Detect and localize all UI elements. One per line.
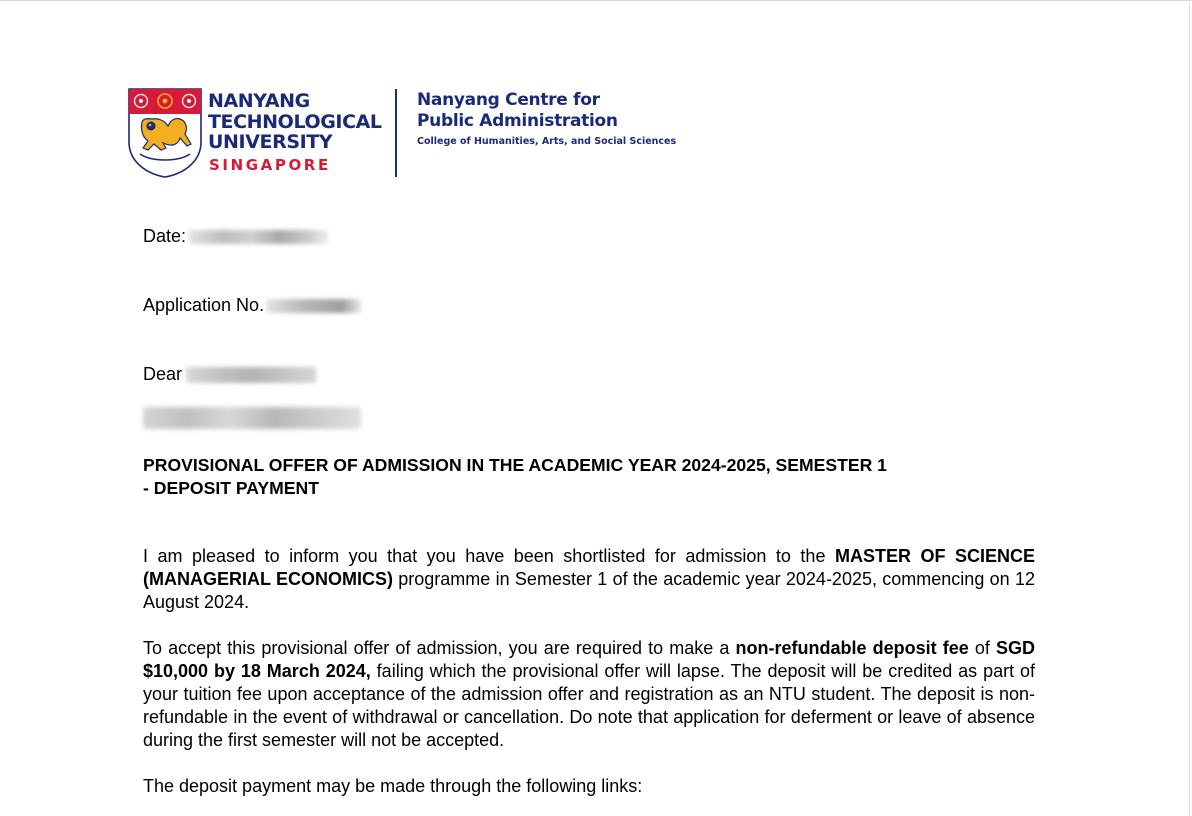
page-right-edge xyxy=(1189,0,1190,816)
ntu-name-line: NANYANG xyxy=(208,90,310,112)
ntu-wordmark xyxy=(208,91,382,153)
heading-line: PROVISIONAL OFFER OF ADMISSION IN THE ACADEMIC YEAR 2024-2025, SEMESTER 1 xyxy=(143,455,887,475)
letterhead xyxy=(128,86,728,182)
application-number-label: Application No. xyxy=(143,295,265,315)
application-number-field xyxy=(143,294,361,316)
ntu-name-line: TECHNOLOGICAL xyxy=(208,110,382,133)
redacted-recipient-line xyxy=(143,407,361,429)
date-field xyxy=(143,225,328,247)
paragraph-shortlisted xyxy=(143,545,1035,614)
paragraph-text: of xyxy=(968,638,996,658)
redacted-recipient-name xyxy=(186,367,316,383)
centre-name-line: Public Administration xyxy=(417,110,618,131)
paragraph-payment-links: The deposit payment may be made through the following links: xyxy=(143,776,643,796)
page-top-edge xyxy=(0,0,1192,1)
salutation xyxy=(143,363,316,385)
ntu-crest-icon xyxy=(128,88,202,178)
centre-name-line: Nanyang Centre for xyxy=(417,90,600,110)
date-label: Date: xyxy=(143,226,187,246)
redacted-application-number xyxy=(266,299,361,313)
salutation-label: Dear xyxy=(143,364,183,384)
letter-heading xyxy=(143,454,1023,500)
heading-line: - DEPOSIT PAYMENT xyxy=(143,478,319,498)
letterhead-divider xyxy=(395,89,397,177)
paragraph-deposit xyxy=(143,637,1035,752)
college-name: College of Humanities, Arts, and Social Sciences xyxy=(417,136,677,147)
centre-name xyxy=(417,90,618,131)
ntu-singapore-label: SINGAPORE xyxy=(209,156,331,174)
ntu-name-line: UNIVERSITY xyxy=(208,131,333,153)
paragraph-text: programme in Semester 1 of the academic year 2024-2025, commencing on 12 August 2024. xyxy=(143,569,1035,612)
paragraph-text: To accept this provisional offer of admission, you are required to make a xyxy=(143,638,736,658)
paragraph-text: failing which the provisional offer will lapse. The deposit will be credited as part of your tuition fee upon acceptance of the admission offer and registration as an NTU student. The deposit is non-refundable in the event of withdrawal or cancellation. Do note that application for deferment or leave of absence during the first semester will not be accepted. xyxy=(143,661,1036,750)
deposit-fee-emphasis: non-refundable deposit fee xyxy=(735,638,969,658)
redacted-date xyxy=(188,230,328,244)
deposit-amount-deadline: SGD $10,000 by 18 March 2024, xyxy=(143,638,1036,681)
programme-name: MASTER OF SCIENCE (MANAGERIAL ECONOMICS) xyxy=(143,546,1035,589)
paragraph-text: I am pleased to inform you that you have been shortlisted for admission to the xyxy=(143,546,835,566)
